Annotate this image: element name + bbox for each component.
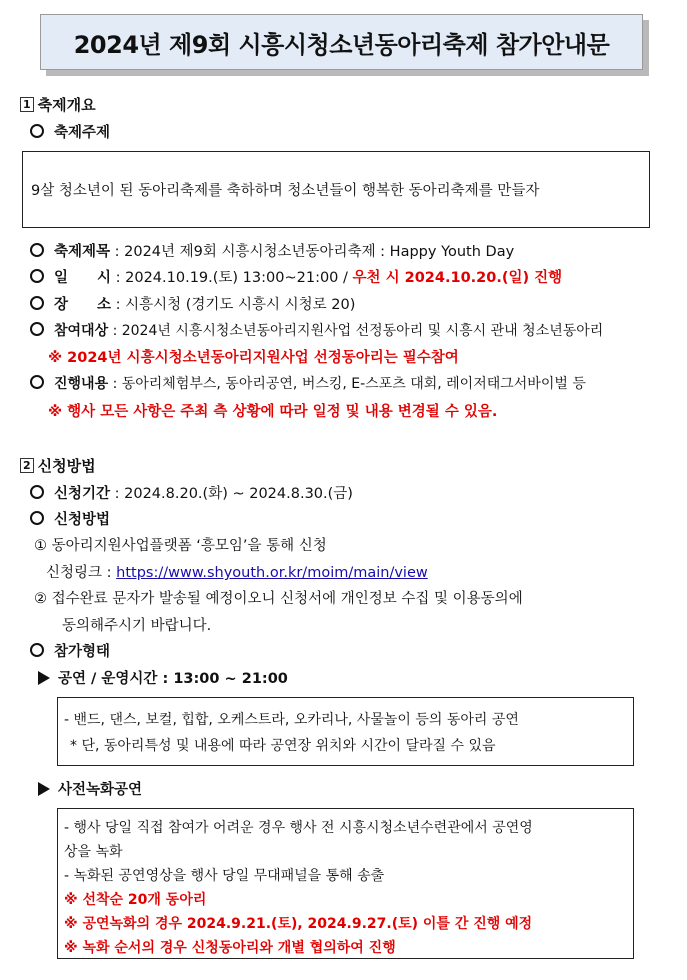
section1-heading xyxy=(20,94,96,115)
section2-number: 2 xyxy=(20,458,34,473)
method-row xyxy=(30,508,110,529)
fest-date-value: : 2024.10.19.(토) 13:00~21:00 / xyxy=(115,270,353,286)
section2-title: 신청방법 xyxy=(37,457,96,475)
fest-content-value: : 동아리체험부스, 동아리공연, 버스킹, E-스포츠 대회, 레이저태그서바이벌 등 xyxy=(112,376,586,392)
method-step2-line2: 동의해주시기 바랍니다. xyxy=(62,618,212,634)
rec-note-3: ※ 녹화 순서의 경우 신청동아리와 개별 협의하여 진행 xyxy=(64,940,396,956)
fest-target-note: ※ 2024년 시흥시청소년동아리지원사업 선정동아리는 필수참여 xyxy=(48,350,459,366)
type-label: 참가형태 xyxy=(54,644,111,660)
fest-content-label: 진행내용 xyxy=(54,376,109,392)
period-value: : 2024.8.20.(화) ~ 2024.8.30.(금) xyxy=(114,486,353,502)
fest-date-rain: 우천 시 2024.10.20.(일) 진행 xyxy=(352,270,563,286)
fest-content-row xyxy=(30,373,586,393)
fest-place-row xyxy=(30,293,355,314)
title-box xyxy=(40,14,643,70)
circle-bullet-icon xyxy=(30,485,44,499)
circle-bullet-icon xyxy=(30,322,44,336)
link-row xyxy=(46,561,428,582)
circle-bullet-icon xyxy=(30,124,44,138)
fest-target-label: 참여대상 xyxy=(54,323,109,339)
fest-name-value: : 2024년 제9회 시흥시청소년동아리축제 : Happy Youth Day xyxy=(114,244,515,260)
perf-heading: 공연 / 운영시간 : 13:00 ~ 21:00 xyxy=(58,671,288,687)
page-title: 2024년 제9회 시흥시청소년동아리축제 참가안내문 xyxy=(73,30,610,59)
fest-date-row xyxy=(30,266,562,287)
fest-name-label: 축제제목 xyxy=(54,244,111,260)
rec-heading-row xyxy=(38,778,142,799)
circle-bullet-icon xyxy=(30,375,44,389)
rec-note-2: ※ 공연녹화의 경우 2024.9.21.(토), 2024.9.27.(토) 이틀 간 진행 예정 xyxy=(64,916,533,932)
apply-link[interactable]: https://www.shyouth.or.kr/moim/main/view xyxy=(116,565,428,581)
fest-content-note: ※ 행사 모든 사항은 주최 측 상황에 따라 일정 및 내용 변경될 수 있음. xyxy=(48,404,498,420)
method-step1: ① 동아리지원사업플랫폼 ‘흥모임’을 통해 신청 xyxy=(34,538,327,554)
section1-number: 1 xyxy=(20,97,34,112)
circle-bullet-icon xyxy=(30,243,44,257)
fest-date-label: 일 시 xyxy=(54,270,112,286)
triangle-right-icon xyxy=(38,671,50,685)
circle-bullet-icon xyxy=(30,269,44,283)
rec-box xyxy=(57,808,634,959)
fest-name-row xyxy=(30,240,514,261)
rec-box-line1: - 행사 당일 직접 참여가 어려운 경우 행사 전 시흥시청소년수련관에서 공연영 xyxy=(64,820,533,836)
theme-text: 9살 청소년이 된 동아리축제를 축하하며 청소년들이 행복한 동아리축제를 만들자 xyxy=(31,183,540,199)
triangle-right-icon xyxy=(38,782,50,796)
perf-box-line2: * 단, 동아리특성 및 내용에 따라 공연장 위치와 시간이 달라질 수 있음 xyxy=(70,738,496,754)
period-row xyxy=(30,482,353,503)
type-row xyxy=(30,640,110,661)
period-label: 신청기간 xyxy=(54,486,111,502)
fest-target-row xyxy=(30,320,603,340)
perf-heading-row xyxy=(38,667,288,688)
fest-place-value: : 시흥시청 (경기도 시흥시 시청로 20) xyxy=(115,297,356,313)
circle-bullet-icon xyxy=(30,296,44,310)
method-label: 신청방법 xyxy=(54,512,111,528)
theme-label-row xyxy=(30,121,110,142)
method-step2-line1: ② 접수완료 문자가 발송될 예정이오니 신청서에 개인정보 수집 및 이용동의에 xyxy=(34,591,523,607)
perf-box-line1: - 밴드, 댄스, 보컬, 힙합, 오케스트라, 오카리나, 사물놀이 등의 동아리 공연 xyxy=(64,712,519,728)
section2-heading xyxy=(20,455,96,476)
title-banner xyxy=(40,14,649,72)
rec-box-line2: 상을 녹화 xyxy=(64,844,123,860)
fest-target-value: : 2024년 시흥시청소년동아리지원사업 선정동아리 및 시흥시 관내 청소년동아리 xyxy=(112,323,604,339)
circle-bullet-icon xyxy=(30,643,44,657)
circle-bullet-icon xyxy=(30,511,44,525)
perf-box xyxy=(57,697,634,766)
section1-title: 축제개요 xyxy=(37,96,96,114)
rec-note-1: ※ 선착순 20개 동아리 xyxy=(64,892,207,908)
rec-box-line3: - 녹화된 공연영상을 행사 당일 무대패널을 통해 송출 xyxy=(64,868,385,884)
rec-heading: 사전녹화공연 xyxy=(58,782,143,798)
fest-place-label: 장 소 xyxy=(54,297,112,313)
theme-label: 축제주제 xyxy=(54,125,111,141)
link-label: 신청링크 : xyxy=(46,565,117,581)
theme-box xyxy=(22,151,650,228)
